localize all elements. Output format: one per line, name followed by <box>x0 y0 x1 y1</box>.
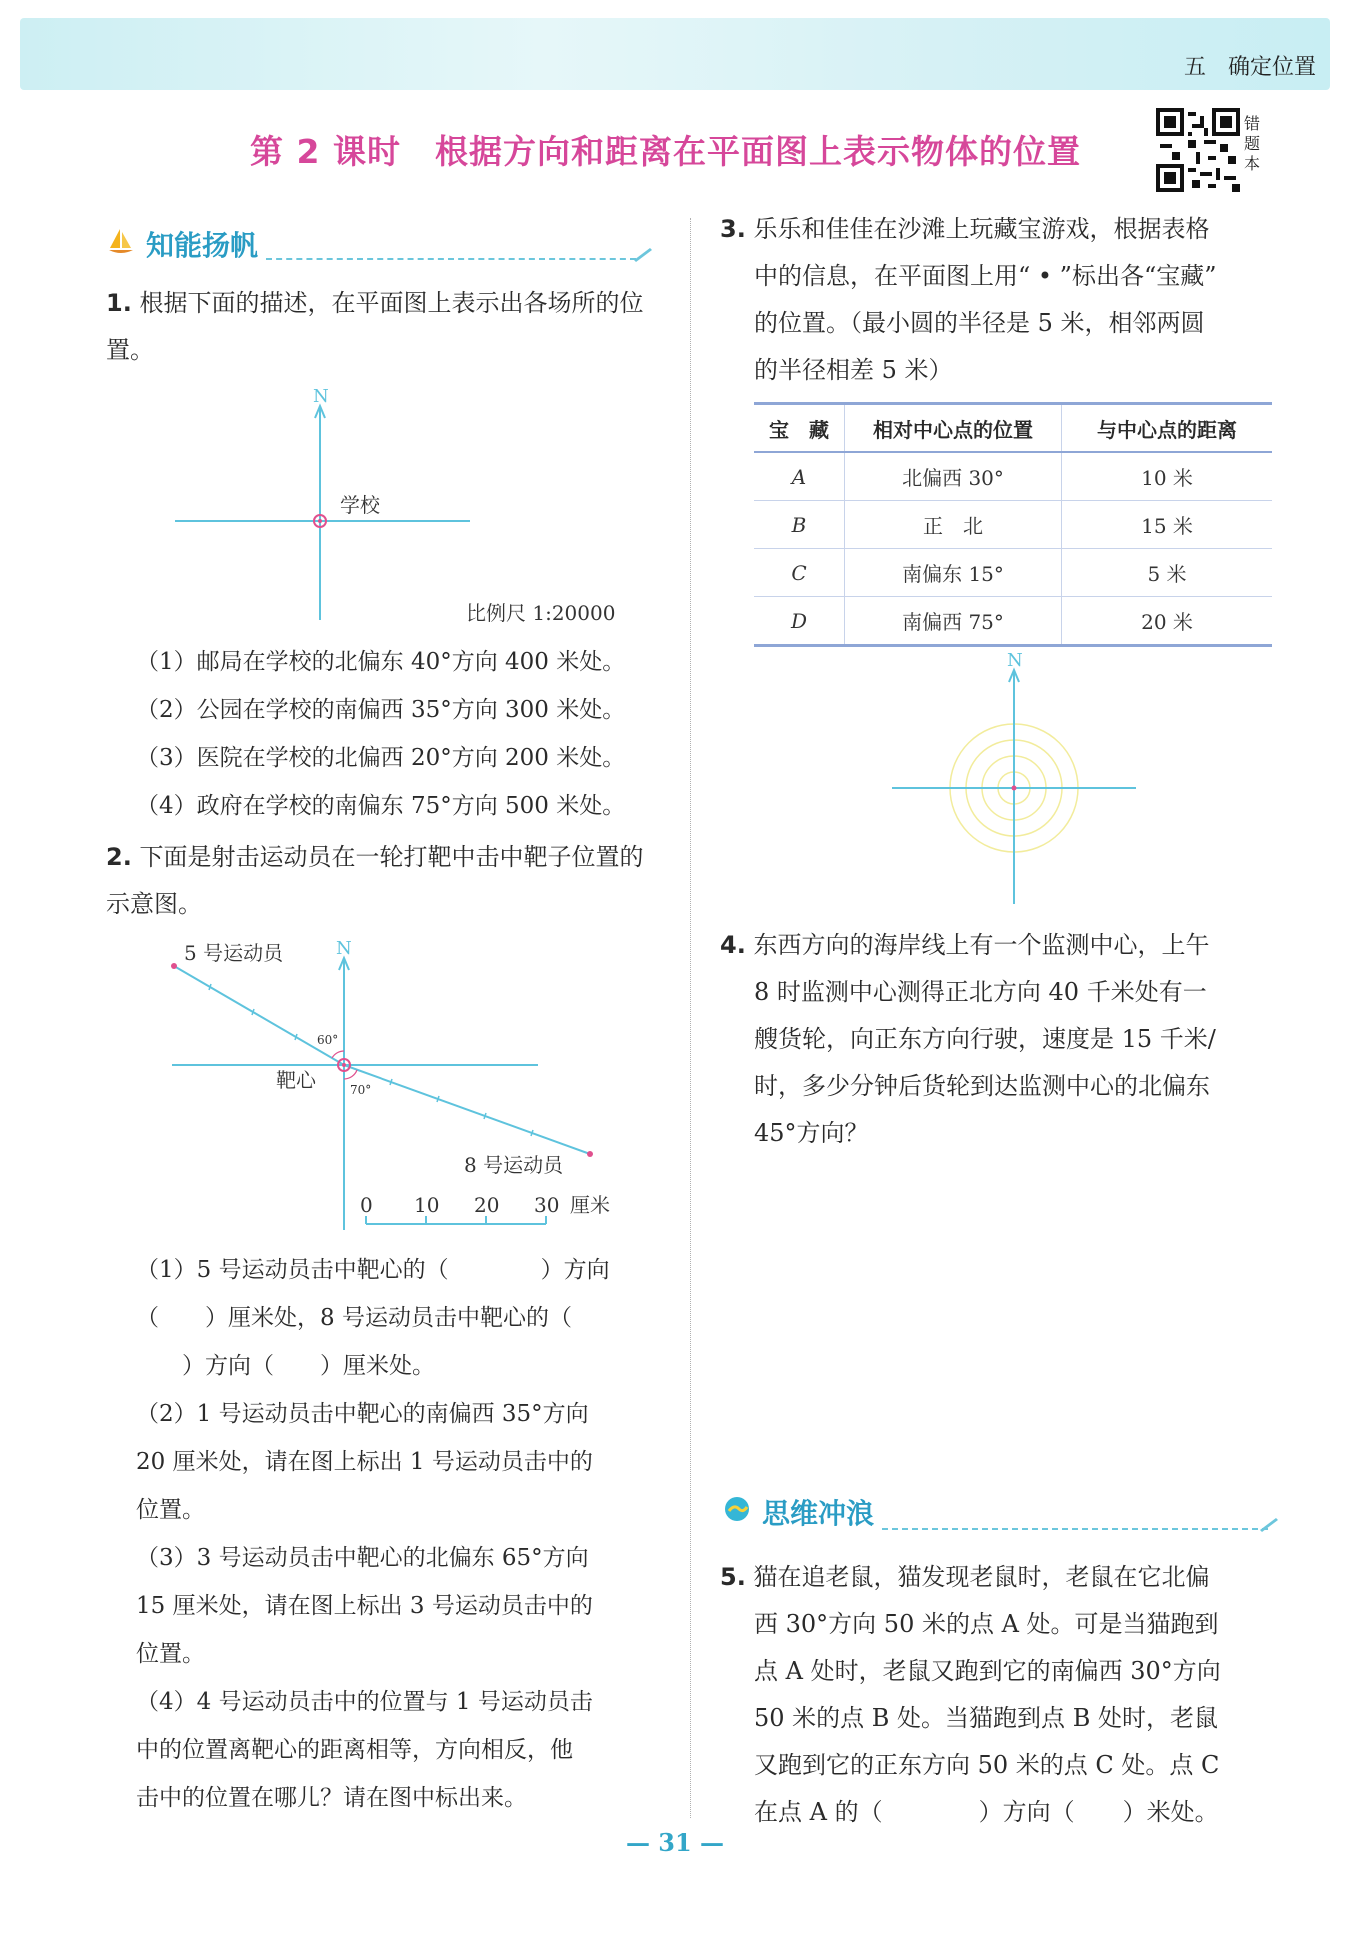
q4-number: 4. <box>720 931 746 959</box>
table-header-row <box>754 404 1272 453</box>
q2-scale-tick: 20 <box>474 1193 500 1217</box>
table-header: 与中心点的距离 <box>1062 404 1273 453</box>
q3-figure[interactable] <box>880 650 1140 910</box>
q2-item: （ ）厘米处，8 号运动员击中靶心的（ <box>136 1305 572 1331</box>
table-header: 宝 藏 <box>754 404 845 453</box>
chapter-number: 五 <box>1183 55 1206 80</box>
q2-scale-tick: 10 <box>414 1193 440 1217</box>
table-row <box>754 549 1272 597</box>
q2-scale-tick: 0 <box>360 1193 373 1217</box>
q4-line: 45°方向？ <box>754 1119 869 1147</box>
table-cell: 正 北 <box>845 501 1062 549</box>
q2-scale-tick: 30 <box>534 1193 560 1217</box>
q3-line: 的位置。（最小圆的半径是 5 米，相邻两圆 <box>754 309 1205 337</box>
q2-text <box>106 834 666 928</box>
section-heading-siwei: 思维冲浪 <box>762 1497 875 1530</box>
q3-text <box>720 206 1280 394</box>
chapter-label <box>1184 50 1316 81</box>
q2-north-label: N <box>336 938 352 959</box>
q5-line: 点 A 处时，老鼠又跑到它的南偏西 30°方向 <box>754 1657 1221 1685</box>
pencil-icon <box>632 244 654 262</box>
q1-item: （2）公园在学校的南偏西 35°方向 300 米处。 <box>136 697 626 723</box>
q3-line: 乐乐和佳佳在沙滩上玩藏宝游戏，根据表格 <box>753 215 1210 243</box>
table-cell: B <box>754 501 845 549</box>
table-header: 相对中心点的位置 <box>845 404 1062 453</box>
q1-scale-label: 比例尺 1:20000 <box>466 601 616 625</box>
q4-line: 时，多少分钟后货轮到达监测中心的北偏东 <box>754 1072 1210 1100</box>
q1-item: （4）政府在学校的南偏东 75°方向 500 米处。 <box>136 793 626 819</box>
q2-item: （3）3 号运动员击中靶心的北偏东 65°方向 <box>136 1545 589 1571</box>
q2-item: 位置。 <box>136 1497 205 1523</box>
q2-athlete8-label: 8 号运动员 <box>464 1153 564 1177</box>
table-cell: A <box>754 452 845 501</box>
sail-icon <box>106 226 136 256</box>
table-row <box>754 597 1272 646</box>
q1-number: 1. <box>106 289 132 317</box>
q5-line: 西 30°方向 50 米的点 A 处。可是当猫跑到 <box>754 1610 1219 1638</box>
section-divider <box>266 258 636 260</box>
q2-item: （4）4 号运动员击中的位置与 1 号运动员击 <box>136 1689 593 1715</box>
table-cell: 20 米 <box>1062 597 1273 646</box>
lesson-label: 第 2 课时 <box>250 132 401 171</box>
table-cell: 南偏西 75° <box>845 597 1062 646</box>
pencil-icon <box>1258 1514 1280 1532</box>
q3-north-label: N <box>1007 650 1023 671</box>
q5-text <box>720 1554 1280 1836</box>
treasure-table <box>754 402 1272 647</box>
q5-line: 50 米的点 B 处。当猫跑到点 B 处时，老鼠 <box>754 1704 1218 1732</box>
q2-item: 20 厘米处，请在图上标出 1 号运动员击中的 <box>136 1449 593 1475</box>
table-cell: C <box>754 549 845 597</box>
q2-items <box>136 1246 676 1822</box>
q5-line: 猫在追老鼠，猫发现老鼠时，老鼠在它北偏 <box>753 1563 1210 1591</box>
table-cell: D <box>754 597 845 646</box>
q1-item: （1）邮局在学校的北偏东 40°方向 400 米处。 <box>136 649 626 675</box>
header-band <box>20 18 1330 90</box>
table-row <box>754 501 1272 549</box>
section-divider <box>882 1528 1268 1530</box>
q2-item: ）方向（ ）厘米处。 <box>136 1353 435 1379</box>
q1-text <box>106 280 666 374</box>
q1-figure[interactable] <box>160 380 640 640</box>
table-cell: 10 米 <box>1062 452 1273 501</box>
column-divider <box>690 218 691 1818</box>
table-cell: 北偏西 30° <box>845 452 1062 501</box>
q3-line: 的半径相差 5 米） <box>754 356 953 384</box>
q1-item: （3）医院在学校的北偏西 20°方向 200 米处。 <box>136 745 626 771</box>
q4-text <box>720 922 1280 1157</box>
section-heading-zhineng: 知能扬帆 <box>146 229 259 262</box>
qr-code-icon[interactable] <box>1156 108 1240 192</box>
q2-item: （1）5 号运动员击中靶心的（ ）方向 <box>136 1257 610 1283</box>
table-row <box>754 452 1272 501</box>
q2-item: （2）1 号运动员击中靶心的南偏西 35°方向 <box>136 1401 589 1427</box>
q1-school-label: 学校 <box>340 493 380 517</box>
q2-prompt: 下面是射击运动员在一轮打靶中击中靶子位置的示意图。 <box>106 843 644 918</box>
q4-line: 8 时监测中心测得正北方向 40 千米处有一 <box>754 978 1207 1006</box>
q4-line: 东西方向的海岸线上有一个监测中心，上午 <box>753 931 1210 959</box>
q1-prompt: 根据下面的描述，在平面图上表示出各场所的位置。 <box>106 289 644 364</box>
q2-item: 15 厘米处，请在图上标出 3 号运动员击中的 <box>136 1593 593 1619</box>
q2-number: 2. <box>106 843 132 871</box>
q1-north-label: N <box>313 386 329 407</box>
q3-line: 中的信息，在平面图上用“ • ”标出各“宝藏” <box>754 262 1217 290</box>
q2-item: 中的位置离靶心的距离相等，方向相反，他 <box>136 1737 573 1763</box>
table-cell: 南偏东 15° <box>845 549 1062 597</box>
qr-side-label: 错题本 <box>1244 114 1261 173</box>
q2-item: 击中的位置在哪儿？请在图中标出来。 <box>136 1785 527 1811</box>
q5-number: 5. <box>720 1563 746 1591</box>
q2-item: 位置。 <box>136 1641 205 1667</box>
q5-line: 在点 A 的（ ）方向（ ）米处。 <box>754 1798 1219 1826</box>
q2-angle-top: 60° <box>317 1033 339 1047</box>
table-cell: 5 米 <box>1062 549 1273 597</box>
q2-scale-unit: 厘米 <box>570 1193 610 1217</box>
page-number: — 31 — <box>625 1828 725 1857</box>
q1-items <box>136 638 696 830</box>
table-cell: 15 米 <box>1062 501 1273 549</box>
lesson-title <box>250 126 1081 173</box>
wave-icon <box>722 1494 752 1524</box>
q2-center-label: 靶心 <box>276 1068 316 1092</box>
lesson-name: 根据方向和距离在平面图上表示物体的位置 <box>434 132 1081 171</box>
chapter-title: 确定位置 <box>1227 55 1316 80</box>
q2-athlete5-label: 5 号运动员 <box>184 941 284 965</box>
q5-line: 又跑到它的正东方向 50 米的点 C 处。点 C <box>754 1751 1220 1779</box>
q2-angle-bottom: 70° <box>350 1083 372 1097</box>
q2-figure[interactable] <box>160 930 640 1240</box>
q3-number: 3. <box>720 215 746 243</box>
q4-line: 艘货轮，向正东方向行驶，速度是 15 千米/ <box>754 1025 1216 1053</box>
